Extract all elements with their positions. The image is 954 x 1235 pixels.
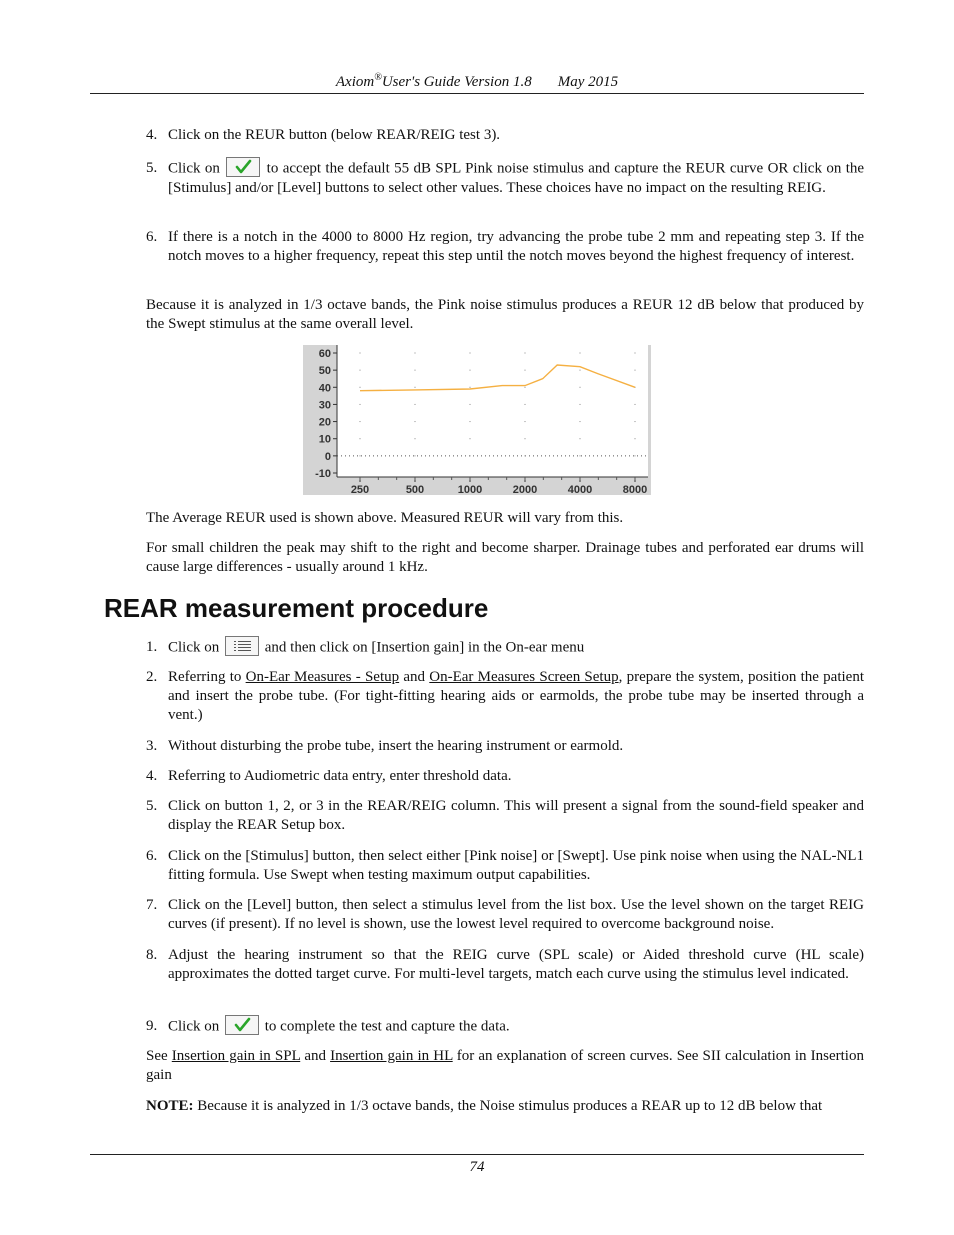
- grid-dot: [635, 370, 636, 371]
- grid-dot: [360, 421, 361, 422]
- item-number: 3.: [146, 738, 158, 754]
- link-on-ear-measures-screen-setup[interactable]: On-Ear Measures Screen Setup: [429, 669, 619, 685]
- grid-dot: [360, 438, 361, 439]
- item-text: Click on and then click on [Insertion gain] in the On-ear menu: [168, 638, 864, 658]
- y-tick-label: 60: [318, 348, 331, 360]
- menu-list-button[interactable]: [225, 636, 259, 656]
- paragraph-note: NOTE: Because it is analyzed in 1/3 octave bands, the Noise stimulus produces a REAR up to 12 dB below that: [146, 1098, 823, 1114]
- x-tick-label: 1000: [457, 484, 483, 495]
- grid-dot: [360, 353, 361, 354]
- grid-dot: [415, 370, 416, 371]
- grid-dot: [360, 387, 361, 388]
- grid-dot: [635, 353, 636, 354]
- item-text: Click on button 1, 2, or 3 in the REAR/REIG column. This will present a signal from the sound-field speaker and display the REAR Setup box.: [168, 798, 864, 833]
- item-number: 5.: [146, 160, 158, 176]
- complete-check-button[interactable]: [225, 1015, 259, 1035]
- reur-chart-svg: [303, 345, 651, 495]
- grid-dot: [470, 438, 471, 439]
- y-tick-label: 40: [318, 382, 331, 395]
- y-tick-label: 30: [318, 399, 331, 412]
- link-insertion-gain-spl[interactable]: Insertion gain in SPL: [171, 1048, 301, 1064]
- grid-dot: [525, 387, 526, 388]
- item-text: Referring to On-Ear Measures - Setup and On-Ear Measures Screen Setup, prepare the system, position the patient and insert the probe tube. (For tight-fitting hearing aids or earmolds, the probe tube may be inserted through a vent.): [168, 669, 864, 723]
- list-menu-icon: [226, 637, 258, 655]
- list-item: [146, 767, 864, 786]
- header-date: May 2015: [557, 74, 619, 90]
- item-number: 6.: [146, 848, 158, 864]
- header-title: User's Guide Version 1.8: [381, 74, 532, 90]
- x-tick-label: 500: [405, 484, 425, 495]
- accept-check-button[interactable]: [226, 157, 260, 177]
- item-number: 8.: [146, 947, 158, 963]
- plot-area: [337, 345, 648, 477]
- checkmark-icon: [227, 158, 259, 176]
- item-text: Referring to Audiometric data entry, enter threshold data.: [168, 768, 512, 784]
- grid-dot: [525, 404, 526, 405]
- grid-dot: [360, 455, 361, 456]
- x-tick-label: 4000: [567, 484, 593, 495]
- footer-rule: [90, 1154, 864, 1155]
- grid-dot: [580, 404, 581, 405]
- grid-dot: [470, 421, 471, 422]
- checkmark-icon: [226, 1016, 258, 1034]
- x-tick-label: 2000: [512, 484, 538, 495]
- grid-dot: [580, 370, 581, 371]
- item-text: Without disturbing the probe tube, insert the hearing instrument or earmold.: [168, 738, 624, 754]
- grid-dot: [635, 404, 636, 405]
- paragraph-average-reur: The Average REUR used is shown above. Measured REUR will vary from this.: [146, 510, 624, 526]
- y-tick-label: -10: [315, 468, 331, 480]
- grid-dot: [470, 404, 471, 405]
- item-text: Click on to complete the test and capture the data.: [168, 1017, 864, 1037]
- grid-dot: [635, 455, 636, 456]
- item-number: 9.: [146, 1018, 158, 1034]
- item-text: Click on the [Level] button, then select a stimulus level from the list box. Use the level shown on the target REIG curves (if present). If no level is shown, use the lowest level required to overcome background noise.: [168, 897, 864, 932]
- grid-dot: [525, 438, 526, 439]
- paragraph-see-also: See Insertion gain in SPL and Insertion gain in HL for an explanation of screen curves. See SII calculation in Insertion gain: [146, 1048, 864, 1083]
- grid-dot: [470, 387, 471, 388]
- note-label: NOTE:: [146, 1098, 194, 1114]
- reur-chart: [303, 345, 651, 495]
- grid-dot: [525, 421, 526, 422]
- list-item: [146, 847, 864, 885]
- grid-dot: [525, 353, 526, 354]
- item-number: 4.: [146, 127, 158, 143]
- grid-dot: [580, 353, 581, 354]
- grid-dot: [580, 455, 581, 456]
- list-item: [146, 638, 864, 658]
- y-tick-label: 0: [324, 450, 331, 463]
- paragraph-pink-noise: Because it is analyzed in 1/3 octave bands, the Pink noise stimulus produces a REUR 12 dB below that produced by the Swept stimulus at the same overall level.: [146, 297, 864, 332]
- header-rule: [90, 93, 864, 94]
- list-item: [146, 896, 864, 934]
- item-text: Click on the [Stimulus] button, then select either [Pink noise] or [Swept]. Use pink noise when using the NAL-NL1 fitting formula. Use Swept when testing maximum output capabilities.: [168, 848, 864, 883]
- link-insertion-gain-hl[interactable]: Insertion gain in HL: [330, 1048, 453, 1064]
- list-item: [146, 1017, 864, 1037]
- section-title: REAR measurement procedure: [104, 593, 489, 623]
- grid-dot: [635, 438, 636, 439]
- x-tick-label: 8000: [622, 484, 648, 495]
- item-number: 1.: [146, 639, 158, 655]
- grid-dot: [415, 455, 416, 456]
- page-header: [90, 68, 864, 92]
- list-item: [146, 797, 864, 835]
- grid-dot: [360, 370, 361, 371]
- grid-dot: [415, 353, 416, 354]
- grid-dot: [525, 370, 526, 371]
- registered-mark: ®: [374, 72, 382, 83]
- y-tick-label: 50: [318, 365, 331, 378]
- x-tick-label: 250: [350, 484, 370, 495]
- grid-dot: [525, 455, 526, 456]
- item-number: 5.: [146, 798, 158, 814]
- item-text: Click on to accept the default 55 dB SPL Pink noise stimulus and capture the REUR curve OR click on the [Stimulus] and/or [Level] buttons to select other values. These choices have no impact on the resulting REIG.: [168, 159, 864, 198]
- list-item: [146, 126, 864, 145]
- list-item: [146, 946, 864, 984]
- item-number: 7.: [146, 897, 158, 913]
- grid-dot: [470, 370, 471, 371]
- grid-dot: [580, 438, 581, 439]
- item-number: 2.: [146, 669, 158, 685]
- list-item: [146, 228, 864, 266]
- grid-dot: [360, 404, 361, 405]
- grid-dot: [470, 455, 471, 456]
- item-text: Adjust the hearing instrument so that the REIG curve (SPL scale) or Aided threshold curve (HL scale) approximates the dotted target curve. For multi-level targets, match each curve using the stimulus level indicated.: [168, 947, 864, 982]
- y-tick-label: 20: [318, 416, 331, 429]
- page-number: 74: [469, 1159, 485, 1175]
- paragraph-small-children: For small children the peak may shift to the right and become sharper. Drainage tubes and perforated ear drums will cause large differences - usually around 1 kHz.: [146, 540, 864, 575]
- grid-dot: [635, 421, 636, 422]
- list-item: [146, 159, 864, 198]
- grid-dot: [415, 438, 416, 439]
- link-on-ear-measures-setup[interactable]: On-Ear Measures - Setup: [245, 669, 400, 685]
- header-product: Axiom: [335, 74, 375, 90]
- grid-dot: [470, 353, 471, 354]
- y-tick-label: 10: [318, 433, 331, 446]
- item-text: If there is a notch in the 4000 to 8000 Hz region, try advancing the probe tube 2 mm and repeating step 3. If the notch moves to a higher frequency, repeat this step until the notch moves beyond the highest frequency of interest.: [168, 229, 864, 264]
- grid-dot: [580, 387, 581, 388]
- grid-dot: [580, 421, 581, 422]
- item-text: Click on the REUR button (below REAR/REIG test 3).: [168, 127, 501, 143]
- item-number: 4.: [146, 768, 158, 784]
- list-item: [146, 668, 864, 725]
- grid-dot: [415, 404, 416, 405]
- grid-dot: [415, 387, 416, 388]
- list-item: [146, 737, 864, 756]
- item-number: 6.: [146, 229, 158, 245]
- grid-dot: [415, 421, 416, 422]
